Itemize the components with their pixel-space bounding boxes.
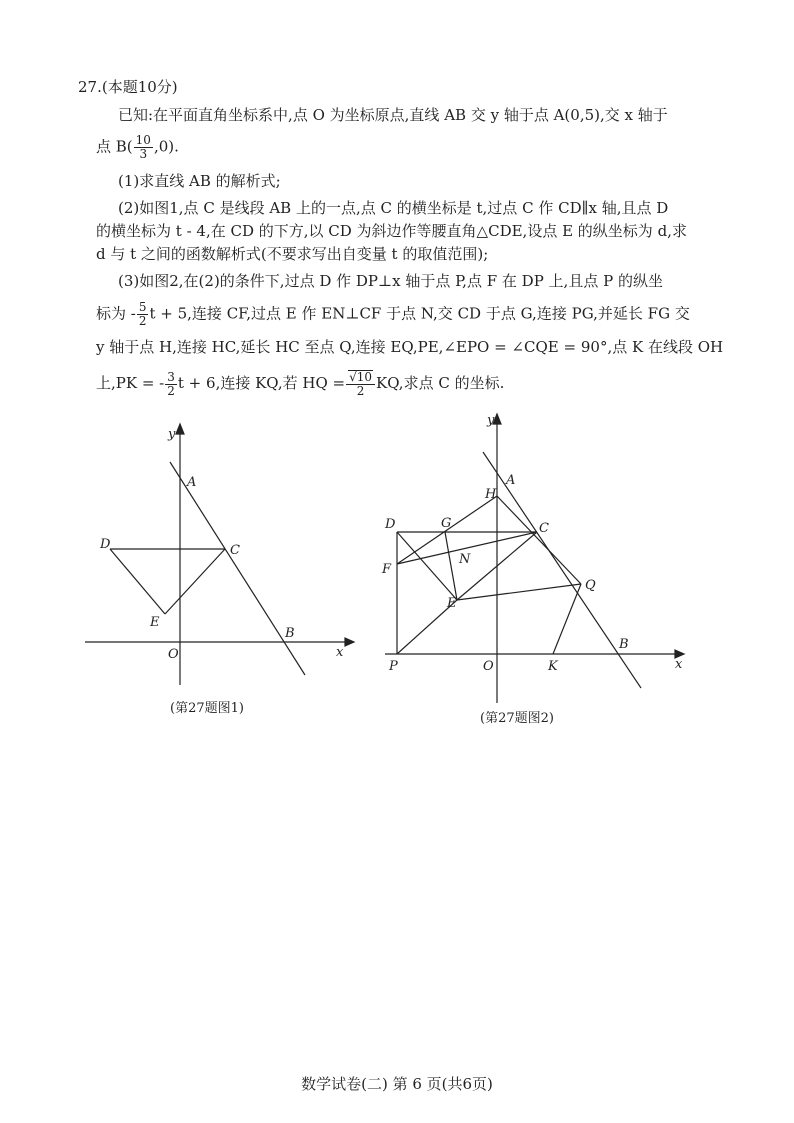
fig2-label-x: x	[675, 657, 683, 672]
part-1: (1)求直线 AB 的解析式;	[118, 172, 281, 190]
figure-1	[80, 420, 360, 690]
intro-line-2: 点 B( $\frac{10}{3}$ ,0).	[96, 133, 179, 161]
fig1-label-b: B	[285, 626, 295, 641]
part-3-line-3: y 轴于点 H,连接 HC,延长 HC 至点 Q,连接 EQ,PE,∠EPO = ∠CQE = 90°,点 K 在线段 OH	[96, 338, 724, 356]
fig1-label-x: x	[336, 645, 344, 660]
fig2-label-y: y	[487, 413, 495, 428]
fig2-label-d: D	[385, 517, 396, 532]
fig1-label-a: A	[187, 475, 197, 490]
figure-1-caption: (第27题图1)	[170, 701, 244, 716]
fraction-10-3: $\frac{10}{3}$	[135, 133, 151, 161]
fig2-label-b: B	[619, 637, 629, 652]
fig2-label-c: C	[539, 521, 549, 536]
fig2-label-f: F	[382, 562, 392, 577]
fig2-label-o: O	[483, 659, 494, 674]
part-3-line-4: 上,PK = - $\frac{3}{2}$ t + 6,连接 KQ,若 HQ = $\frac{√10}{2}$ KQ,求点 C 的坐标.	[96, 369, 505, 398]
fig2-label-p: P	[389, 659, 398, 674]
part-2-line-3: d 与 t 之间的函数解析式(不要求写出自变量 t 的取值范围);	[96, 245, 489, 263]
fig1-label-y: y	[168, 427, 176, 442]
fig1-label-e: E	[150, 615, 160, 630]
fig1-segment-de	[110, 549, 165, 614]
part-3-line-2: 标为 - $\frac{5}{2}$ t + 5,连接 CF,过点 E 作 EN⊥CF 于点 N,交 CD 于点 G,连接 PG,并延长 FG 交	[96, 300, 690, 328]
fig1-label-c: C	[230, 543, 240, 558]
fig1-line-ab	[170, 462, 305, 675]
figure-2	[375, 408, 705, 708]
fig2-label-n: N	[459, 552, 471, 567]
fig2-segment-eq	[457, 584, 581, 600]
part-3-line-1: (3)如图2,在(2)的条件下,过点 D 作 DP⊥x 轴于点 P,点 F 在 DP 上,且点 P 的纵坐	[118, 272, 663, 290]
fig2-label-h: H	[485, 487, 497, 502]
question-number: 27.	[78, 78, 102, 96]
fraction-5-2: $\frac{5}{2}$	[138, 300, 147, 328]
fig2-label-g: G	[441, 516, 452, 531]
fig1-y-arrow	[176, 424, 184, 434]
fraction-sqrt10-2: $\frac{√10}{2}$	[346, 370, 375, 398]
figure-2-caption: (第27题图2)	[480, 711, 554, 726]
fig2-segment-en	[445, 532, 457, 600]
question-header	[78, 76, 178, 97]
fig1-x-arrow	[345, 638, 354, 646]
fig2-label-k: K	[548, 659, 558, 674]
part-2-line-2: 的横坐标为 t - 4,在 CD 的下方,以 CD 为斜边作等腰直角△CDE,设点 E 的纵坐标为 d,求	[96, 222, 687, 240]
fig2-label-q: Q	[585, 578, 596, 593]
page-footer: 数学试卷(二) 第 6 页(共6页)	[301, 1075, 493, 1093]
question-score: (本题10分)	[101, 78, 178, 96]
fraction-3-2: $\frac{3}{2}$	[167, 369, 175, 398]
fig2-segment-hq	[497, 496, 581, 584]
fig2-segment-kq	[553, 584, 581, 654]
intro-line-1: 已知:在平面直角坐标系中,点 O 为坐标原点,直线 AB 交 y 轴于点 A(0,5),交 x 轴于	[118, 106, 668, 124]
fig1-label-o: O	[168, 647, 179, 662]
fig2-label-a: A	[506, 473, 516, 488]
fig1-segment-ec	[165, 549, 225, 614]
fig2-segment-de	[397, 532, 457, 600]
fig1-label-d: D	[100, 537, 111, 552]
fig2-label-e: E	[447, 596, 457, 611]
part-2-line-1: (2)如图1,点 C 是线段 AB 上的一点,点 C 的横坐标是 t,过点 C 作 CD∥x 轴,且点 D	[118, 199, 669, 217]
